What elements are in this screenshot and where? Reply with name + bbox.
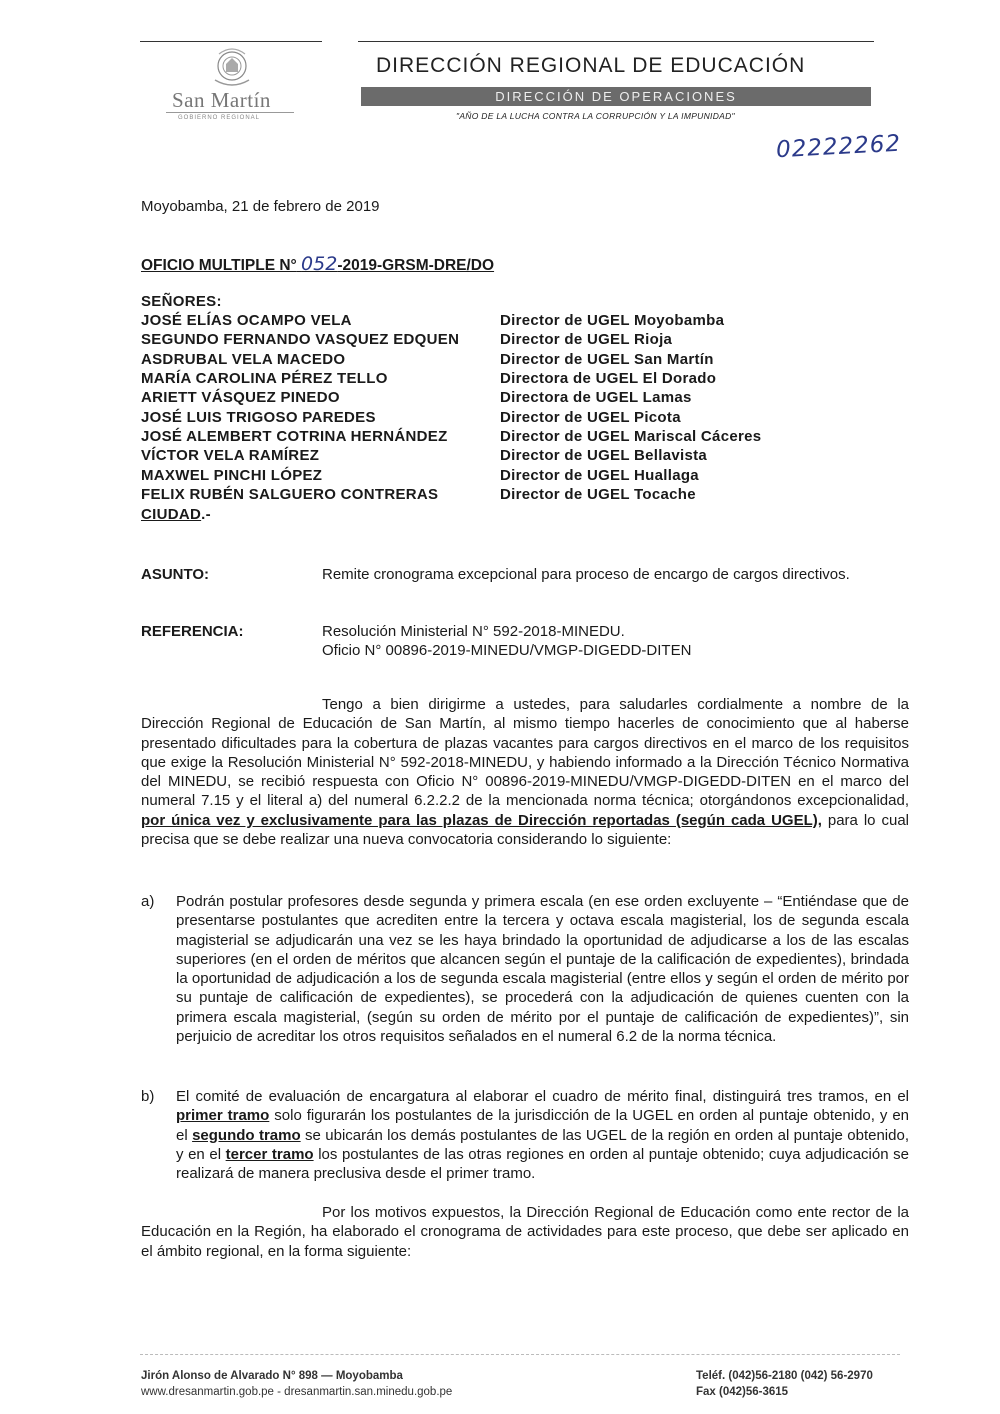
footer-fax: Fax (042)56-3615	[696, 1386, 789, 1398]
recipient-role: Director de UGEL Bellavista	[500, 447, 708, 464]
year-motto: "AÑO DE LA LUCHA CONTRA LA CORRUPCIÓN Y LA IMPUNIDAD"	[456, 111, 735, 121]
item-a-label: a)	[141, 893, 155, 910]
header-rule-left	[140, 41, 322, 42]
footer-web: www.dresanmartin.gob.pe - dresanmartin.san.minedu.gob.pe	[141, 1386, 453, 1398]
oficio-number: 052	[301, 253, 338, 275]
recipient-role: Director de UGEL Tocache	[500, 486, 696, 503]
item-b-text: solo figurarán los postulantes de la jurisdicción de la UGEL en orden al puntaje obtenido, y en el	[176, 1107, 910, 1144]
city-line	[141, 506, 211, 523]
footer-phone: Teléf. (042)56-2180 (042) 56-2970	[696, 1370, 873, 1382]
item-b-text: se ubicarán los demás postulantes de las UGEL de la región en orden al puntaje obtenido, y en el	[176, 1126, 909, 1163]
header-rule-right	[358, 41, 874, 42]
city-label: CIUDAD	[141, 506, 202, 523]
recipient-role: Director de UGEL Moyobamba	[500, 312, 725, 329]
item-b-text: El comité de evaluación de encargatura al elaborar el cuadro de mérito final, distinguirá tres tramos, en el	[176, 1088, 909, 1105]
referencia-line: Resolución Ministerial N° 592-2018-MINEDU.	[322, 623, 625, 640]
recipient-role: Director de UGEL Rioja	[500, 331, 673, 348]
referencia-label: REFERENCIA:	[141, 623, 244, 640]
tramo-primer: primer tramo	[176, 1107, 270, 1125]
tramo-tercer: tercer tramo	[225, 1145, 314, 1163]
item-b-label: b)	[141, 1088, 155, 1105]
oficio-suffix: -2019-GRSM-DRE/DO	[337, 257, 495, 274]
asunto-label: ASUNTO:	[141, 566, 210, 583]
body-intro-text: Tengo a bien dirigirme a ustedes, para saludarles cordialmente a nombre de la Dirección Regional de Educación de San Martín, al mismo tiempo hacerles de conocimiento que al haberse presentado dificultades para la cobertura de plazas vacantes para cargos directivos en el marco de los requisitos que exige la Resolución Ministerial N° 592-2018-MINEDU, y habiendo informado a la Dirección Técnico Normativa del MINEDU, se recibió respuesta con Oficio N° 00896-2019-MINEDU/VMGP-DIGEDD-DITEN en el marco del numeral 7.15 y el literal a) del numeral 6.2.2.2 de la mencionada norma técnica; otorgándonos excepcionalidad,	[141, 696, 909, 810]
footer-divider	[140, 1354, 900, 1355]
salutation: SEÑORES:	[141, 293, 222, 310]
referencia-line: Oficio N° 00896-2019-MINEDU/VMGP-DIGEDD-DITEN	[322, 642, 692, 659]
recipient-name: JOSÉ ELÍAS OCAMPO VELA	[141, 312, 352, 329]
recipient-role: Directora de UGEL Lamas	[500, 389, 692, 406]
logo-divider	[166, 112, 294, 113]
item-a-text: Podrán postular profesores desde segunda y primera escala (en ese orden excluyente – “Entiéndase que de presentarse postulantes que acrediten entre la tercera y octava escala magisterial, los de segunda escala magisterial se adjudicarán una vez se les haya brindado la oportunidad de adjudicarse a los de las escalas superiores (en el orden de méritos que alcancen según el puntaje de la calificación de expedientes), brindada la oportunidad de adjudicación a los de segunda escala magisterial (entre ellos y según el orden de mérito por su puntaje de calificación de expedientes), se procederá con la adjudicación de quienes cuenten con la primera escala magisterial, (según su orden de mérito por el puntaje de calificación de expedientes)”, sin perjuicio de acreditar los otros requisitos señalados en el numeral 6.2 de la norma técnica.	[176, 893, 909, 1046]
recipient-name: MAXWEL PINCHI LÓPEZ	[141, 467, 323, 484]
oficio-reference	[141, 255, 494, 276]
recipient-name: VÍCTOR VELA RAMÍREZ	[141, 447, 320, 464]
body-intro-emphasis: por única vez y exclusivamente para las plazas de Dirección reportadas (según cada UGEL),	[141, 811, 822, 829]
recipient-role: Director de UGEL Huallaga	[500, 467, 699, 484]
item-b-paragraph	[176, 1087, 909, 1183]
recipient-name: ARIETT VÁSQUEZ PINEDO	[141, 389, 340, 406]
asunto-text: Remite cronograma excepcional para proceso de encargo de cargos directivos.	[322, 566, 850, 583]
recipient-name: ASDRUBAL VELA MACEDO	[141, 351, 346, 368]
recipient-name: MARÍA CAROLINA PÉREZ TELLO	[141, 370, 388, 387]
registry-stamp-number: 02222262	[775, 130, 902, 164]
department-band: DIRECCIÓN DE OPERACIONES	[361, 87, 871, 106]
place-date: Moyobamba, 21 de febrero de 2019	[141, 198, 380, 215]
logo-name: San Martín	[172, 88, 271, 112]
recipient-name: JOSÉ ALEMBERT COTRINA HERNÁNDEZ	[141, 428, 448, 445]
recipient-role: Directora de UGEL El Dorado	[500, 370, 717, 387]
body-intro-paragraph	[141, 695, 909, 849]
recipient-name: SEGUNDO FERNANDO VASQUEZ EDQUEN	[141, 331, 460, 348]
recipient-name: JOSÉ LUIS TRIGOSO PAREDES	[141, 409, 376, 426]
recipient-name: FELIX RUBÉN SALGUERO CONTRERAS	[141, 486, 439, 503]
recipient-role: Director de UGEL Picota	[500, 409, 681, 426]
recipient-role: Director de UGEL Mariscal Cáceres	[500, 428, 762, 445]
tramo-segundo: segundo tramo	[192, 1126, 301, 1144]
city-suffix: .-	[201, 506, 211, 523]
footer-address: Jirón Alonso de Alvarado N° 898 — Moyobamba	[141, 1370, 403, 1382]
institution-title: DIRECCIÓN REGIONAL DE EDUCACIÓN	[376, 54, 806, 77]
logo-subtitle: GOBIERNO REGIONAL	[178, 115, 261, 121]
recipient-role: Director de UGEL San Martín	[500, 351, 714, 368]
oficio-prefix: OFICIO MULTIPLE N°	[141, 257, 297, 274]
item-b-text: los postulantes de las otras regiones en orden al puntaje obtenido; cuya adjudicación se realizará de manera preclusiva desde el primer tramo.	[176, 1145, 909, 1183]
regional-seal-icon	[205, 46, 259, 92]
body-intro-text: para lo cual precisa que se debe realizar una nueva convocatoria considerando lo siguiente:	[141, 811, 909, 849]
closing-paragraph: Por los motivos expuestos, la Dirección Regional de Educación como ente rector de la Educación en la Región, ha elaborado el cronograma de actividades para este proceso, que debe ser aplicado en el ámbito regional, en la forma siguiente:	[141, 1204, 909, 1260]
